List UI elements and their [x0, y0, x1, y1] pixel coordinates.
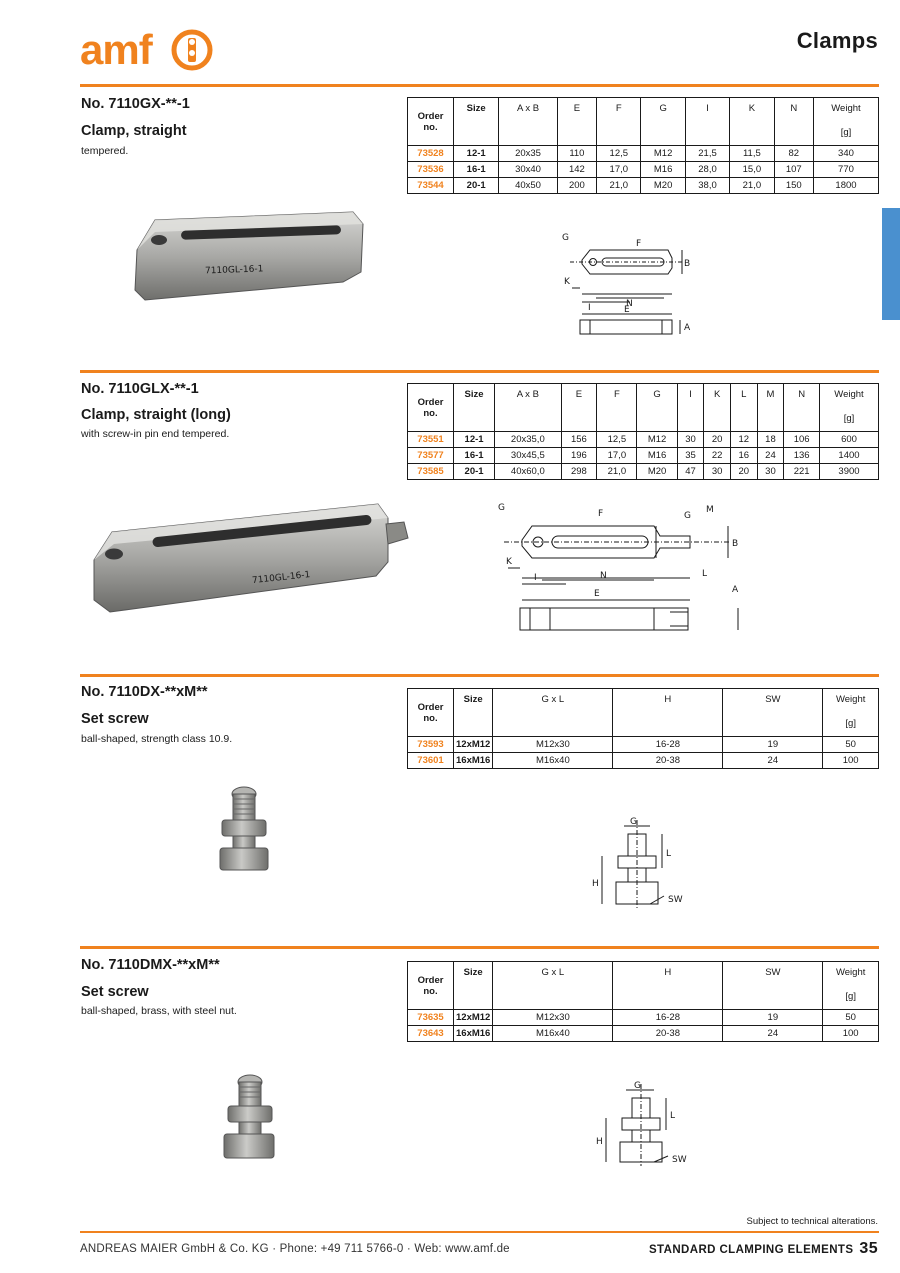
table-row: 73643 16xM16 M16x40 20-38 24 100	[408, 1026, 879, 1042]
product-number: No. 7110DX-**xM**	[81, 684, 208, 700]
table-row: 73536 16-1 30x40 142 17,0 M16 28,0 15,0 107 770	[408, 162, 879, 178]
col-size: Size	[454, 384, 495, 432]
clamp-straight-photo	[125, 210, 365, 310]
col-order-no: Order no.	[408, 384, 454, 432]
dim-label: A	[732, 585, 739, 595]
col-gxl: G x L	[493, 689, 613, 737]
product-description: with screw-in pin end tempered.	[81, 428, 230, 440]
col-n: N	[784, 384, 820, 432]
col-k: K	[730, 98, 774, 146]
table-row: 73601 16xM16 M16x40 20-38 24 100	[408, 753, 879, 769]
footer-divider	[80, 1231, 879, 1233]
col-i: I	[677, 384, 704, 432]
col-f: F	[597, 384, 637, 432]
table-row: 73551 12-1 20x35,0 156 12,5 M12 30 20 12 18 106 600	[408, 432, 879, 448]
dim-label: G	[634, 1081, 641, 1091]
col-g: G	[641, 98, 685, 146]
product-number: No. 7110DMX-**xM**	[81, 957, 220, 973]
col-m: M	[757, 384, 784, 432]
dim-label: L	[702, 569, 708, 579]
order-number[interactable]: 73577	[408, 448, 454, 464]
col-axb: A x B	[495, 384, 561, 432]
order-number[interactable]: 73635	[408, 1010, 454, 1026]
clamp-long-drawing	[494, 496, 764, 646]
dim-label: A	[684, 323, 691, 333]
set-screw-brass-drawing	[592, 1076, 702, 1172]
table-row: 73544 20-1 40x50 200 21,0 M20 38,0 21,0 150 1800	[408, 178, 879, 194]
product-number: No. 7110GX-**-1	[81, 96, 190, 112]
dim-label: G	[684, 511, 691, 521]
section-divider	[80, 946, 879, 949]
col-h: H	[613, 962, 723, 1010]
col-order-no: Order no.	[408, 98, 454, 146]
dim-label: H	[592, 879, 599, 889]
col-size: Size	[454, 689, 493, 737]
table-row: 73635 12xM12 M12x30 16-28 19 50	[408, 1010, 879, 1026]
dim-label: F	[636, 239, 642, 249]
dim-label: B	[684, 259, 691, 269]
order-number[interactable]: 73551	[408, 432, 454, 448]
col-size: Size	[454, 98, 499, 146]
dim-label: SW	[672, 1155, 687, 1165]
set-screw-photo	[212, 784, 276, 880]
col-e: E	[557, 98, 596, 146]
clamp-straight-drawing	[560, 228, 700, 348]
spec-table-7110glx	[407, 383, 879, 480]
col-gxl: G x L	[493, 962, 613, 1010]
footnote: Subject to technical alterations.	[746, 1216, 878, 1227]
col-n: N	[774, 98, 813, 146]
order-number[interactable]: 73536	[408, 162, 454, 178]
product-name: Set screw	[81, 984, 149, 1000]
footer-company: ANDREAS MAIER GmbH & Co. KG · Phone: +49 711 5766-0 · Web: www.amf.de	[80, 1243, 510, 1255]
product-description: ball-shaped, brass, with steel nut.	[81, 1005, 237, 1017]
col-h: H	[613, 689, 723, 737]
dim-label: K	[506, 557, 512, 567]
dim-label: G	[498, 503, 505, 513]
col-l: L	[730, 384, 757, 432]
photo-marking: 7110GL-16-1	[204, 264, 264, 277]
dim-label: L	[670, 1111, 676, 1121]
col-size: Size	[454, 962, 493, 1010]
col-g: G	[637, 384, 677, 432]
product-name: Set screw	[81, 711, 149, 727]
dim-label: H	[596, 1137, 603, 1147]
spec-table-7110dmx	[407, 961, 879, 1042]
order-number[interactable]: 73528	[408, 146, 454, 162]
order-number[interactable]: 73593	[408, 737, 454, 753]
col-weight: Weight [g]	[823, 689, 879, 737]
footer-catalog	[649, 1240, 878, 1258]
dim-label: I	[588, 303, 591, 313]
product-name: Clamp, straight	[81, 123, 187, 139]
col-e: E	[561, 384, 597, 432]
section-divider	[80, 84, 879, 87]
table-row: 73585 20-1 40x60,0 298 21,0 M20 47 30 20 30 221 3900	[408, 464, 879, 480]
set-screw-drawing	[590, 812, 700, 916]
dim-label: I	[534, 573, 537, 583]
order-number[interactable]: 73544	[408, 178, 454, 194]
col-order-no: Order no.	[408, 689, 454, 737]
table-row: 73528 12-1 20x35 110 12,5 M12 21,5 11,5 82 340	[408, 146, 879, 162]
col-weight: Weight [g]	[820, 384, 879, 432]
table-row: 73577 16-1 30x45,5 196 17,0 M16 35 22 16 24 136 1400	[408, 448, 879, 464]
table-row: 73593 12xM12 M12x30 16-28 19 50	[408, 737, 879, 753]
order-number[interactable]: 73643	[408, 1026, 454, 1042]
col-i: I	[685, 98, 729, 146]
col-weight: Weight [g]	[813, 98, 878, 146]
col-order-no: Order no.	[408, 962, 454, 1010]
product-description: tempered.	[81, 145, 129, 157]
dim-label: F	[598, 509, 604, 519]
product-number: No. 7110GLX-**-1	[81, 381, 199, 397]
section-divider	[80, 674, 879, 677]
dim-label: E	[594, 589, 600, 599]
dim-label: E	[624, 305, 630, 315]
logo-text: amf	[80, 28, 152, 73]
set-screw-brass-photo	[216, 1072, 280, 1166]
col-f: F	[597, 98, 641, 146]
dim-label: K	[564, 277, 570, 287]
dim-label: M	[706, 505, 714, 515]
dim-label: N	[600, 571, 607, 581]
dim-label: L	[666, 849, 672, 859]
catalog-name: STANDARD CLAMPING ELEMENTS	[648, 1244, 854, 1256]
spec-table-7110dx	[407, 688, 879, 769]
order-number[interactable]: 73585	[408, 464, 454, 480]
col-weight: Weight [g]	[823, 962, 879, 1010]
order-number[interactable]: 73601	[408, 753, 454, 769]
col-k: K	[704, 384, 731, 432]
col-axb: A x B	[499, 98, 557, 146]
col-sw: SW	[723, 962, 823, 1010]
page-number: 35	[859, 1240, 878, 1257]
dim-label: B	[732, 539, 739, 549]
dim-label: G	[562, 233, 569, 243]
section-tab-marker[interactable]	[882, 208, 900, 320]
dim-label: G	[630, 817, 637, 827]
photo-marking: 7110GL-16-1	[251, 570, 311, 587]
page-title: Clamps	[796, 28, 878, 53]
product-description: ball-shaped, strength class 10.9.	[81, 733, 233, 745]
dim-label: SW	[668, 895, 683, 905]
col-sw: SW	[723, 689, 823, 737]
amf-logo	[80, 28, 220, 74]
spec-table-7110gx	[407, 97, 879, 194]
dim-label: N	[626, 299, 633, 309]
product-name: Clamp, straight (long)	[81, 407, 231, 423]
clamp-long-photo	[82, 498, 412, 622]
section-divider	[80, 370, 879, 373]
